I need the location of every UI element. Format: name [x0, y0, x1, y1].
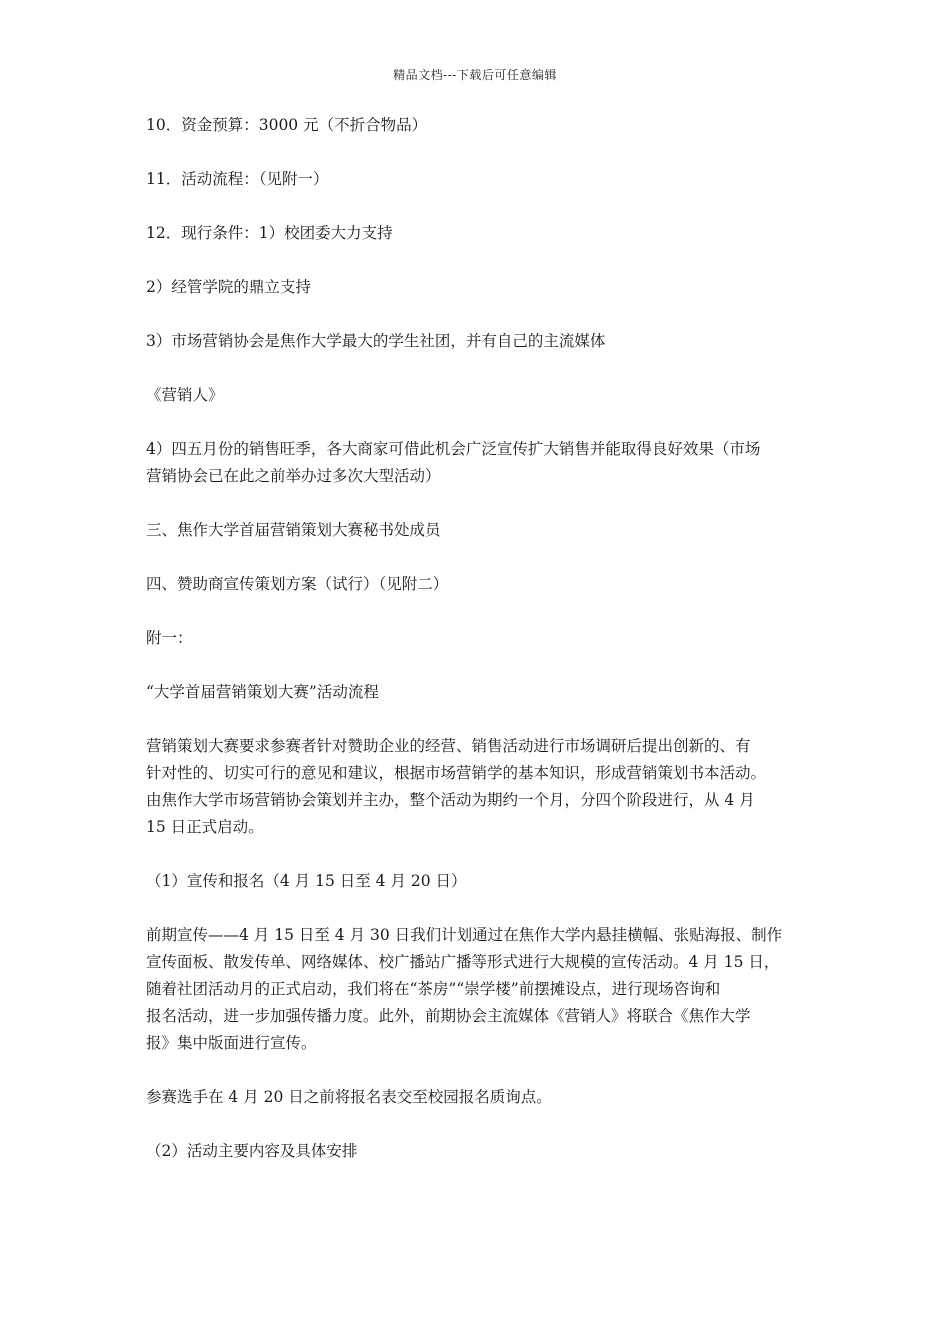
paragraph: [146, 382, 814, 409]
paragraph: [146, 1138, 814, 1165]
text-line: 四、赞助商宣传策划方案（试行）（见附二）: [146, 575, 449, 593]
text-line: （2）活动主要内容及具体安排: [146, 1142, 358, 1160]
paragraph: [146, 868, 814, 895]
text-line: “大学首届营销策划大赛”活动流程: [146, 683, 379, 701]
text-line: 前期宣传——4 月 15 日至 4 月 30 日我们计划通过在焦作大学内悬挂横幅、张贴海报、制作: [146, 926, 783, 944]
document-body: [146, 112, 814, 1192]
paragraph: [146, 274, 814, 301]
text-line: 随着社团活动月的正式启动，我们将在“茶房”“崇学楼”前摆摊设点，进行现场咨询和: [146, 980, 721, 998]
text-line: 营销协会已在此之前举办过多次大型活动）: [146, 467, 441, 485]
paragraph: [146, 733, 814, 841]
text-line: 针对性的、切实可行的意见和建议，根据市场营销学的基本知识，形成营销策划书本活动。: [146, 764, 767, 782]
text-line: 宣传面板、散发传单、网络媒体、校广播站广播等形式进行大规模的宣传活动。4 月 15 日，: [146, 953, 780, 971]
paragraph: [146, 328, 814, 355]
text-line: 报名活动，进一步加强传播力度。此外，前期协会主流媒体《营销人》将联合《焦作大学: [146, 1007, 751, 1025]
paragraph: [146, 436, 814, 490]
text-line: 12．现行条件：1）校团委大力支持: [146, 224, 393, 242]
paragraph: [146, 220, 814, 247]
paragraph: [146, 922, 814, 1057]
text-line: 3）市场营销协会是焦作大学最大的学生社团，并有自己的主流媒体: [146, 332, 606, 350]
paragraph: [146, 166, 814, 193]
text-line: 营销策划大赛要求参赛者针对赞助企业的经营、销售活动进行市场调研后提出创新的、有: [146, 737, 751, 755]
text-line: 参赛选手在 4 月 20 日之前将报名表交至校园报名质询点。: [146, 1088, 552, 1106]
text-line: 由焦作大学市场营销协会策划并主办，整个活动为期约一个月，分四个阶段进行，从 4 月: [146, 791, 755, 809]
text-line: 11．活动流程：（见附一）: [146, 170, 329, 188]
text-line: 10．资金预算：3000 元（不折合物品）: [146, 116, 428, 134]
paragraph: [146, 517, 814, 544]
paragraph: [146, 625, 814, 652]
paragraph: [146, 112, 814, 139]
text-line: 《营销人》: [146, 386, 224, 404]
text-line: 报》集中版面进行宣传。: [146, 1034, 317, 1052]
paragraph: [146, 1084, 814, 1111]
text-line: 三、焦作大学首届营销策划大赛秘书处成员: [146, 521, 441, 539]
text-line: 15 日正式启动。: [146, 818, 264, 836]
text-line: 4）四五月份的销售旺季，各大商家可借此机会广泛宣传扩大销售并能取得良好效果（市场: [146, 440, 761, 458]
page-header: 精品文档---下载后可任意编辑: [393, 68, 557, 82]
text-line: 2）经管学院的鼎立支持: [146, 278, 311, 296]
paragraph: [146, 571, 814, 598]
text-line: 附一：: [146, 629, 193, 647]
paragraph: [146, 679, 814, 706]
text-line: （1）宣传和报名（4 月 15 日至 4 月 20 日）: [146, 872, 467, 890]
